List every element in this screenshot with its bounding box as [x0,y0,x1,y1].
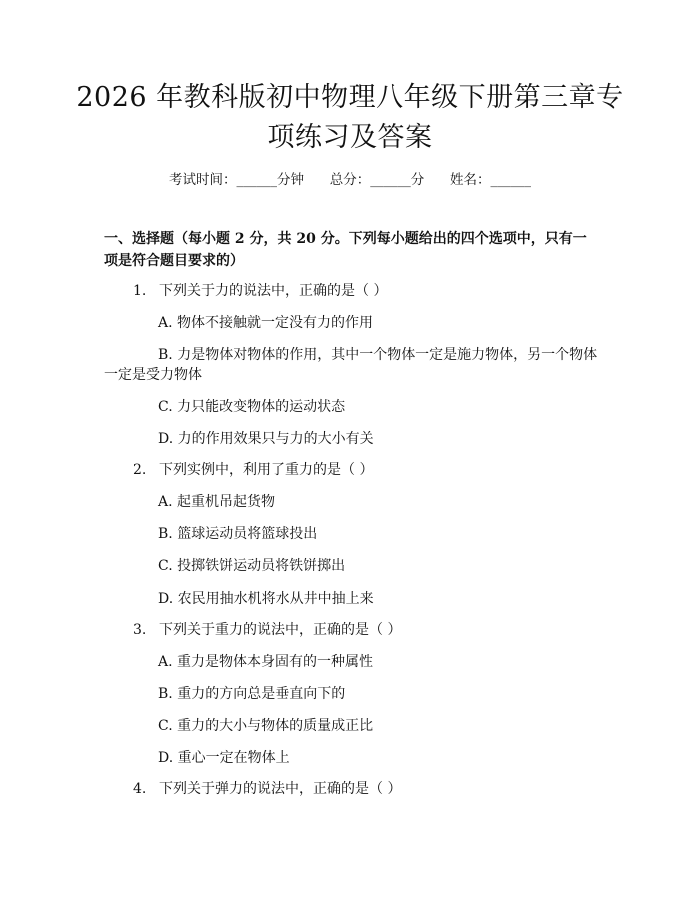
option-3c: C. 重力的大小与物体的质量成正比 [158,718,374,734]
exam-info: 考试时间：______分钟 总分：______分 姓名：______ [169,172,531,188]
title-line-1: 2026 年教科版初中物理八年级下册第三章专 [76,82,624,113]
question-number: 2. [133,462,147,478]
option-1c: C. 力只能改变物体的运动状态 [158,399,346,415]
option-3d: D. 重心一定在物体上 [158,750,290,766]
question-1 [133,281,387,301]
question-stem: 下列关于重力的说法中，正确的是（ ） [159,622,402,638]
page-title [70,78,630,158]
option-1b: B. 力是物体对物体的作用，其中一个物体一定是施力物体，另一个物体一定是受力物体 [104,347,598,383]
option-2d: D. 农民用抽水机将水从井中抽上来 [158,591,374,607]
question-stem: 下列实例中，利用了重力的是（ ） [159,462,374,478]
option-3a: A. 重力是物体本身固有的一种属性 [158,654,374,670]
option-1a: A. 物体不接触就一定没有力的作用 [158,315,374,331]
question-stem: 下列关于力的说法中，正确的是（ ） [159,283,388,299]
question-3 [133,620,401,640]
question-2 [133,460,373,480]
question-number: 3. [133,622,147,638]
question-number: 1. [133,283,147,299]
question-stem: 下列关于弹力的说法中，正确的是（ ） [159,781,402,797]
option-2a: A. 起重机吊起货物 [158,494,276,510]
section-heading: 一、选择题（每小题 2 分，共 20 分。下列每小题给出的四个选项中，只有一项是符合题目要求的） [104,231,587,269]
question-4 [133,779,401,799]
option-2b: B. 篮球运动员将篮球投出 [158,526,318,542]
option-1d: D. 力的作用效果只与力的大小有关 [158,431,374,447]
title-line-2: 项练习及答案 [267,122,433,153]
question-number: 4. [133,781,147,797]
option-2c: C. 投掷铁饼运动员将铁饼掷出 [158,558,346,574]
option-3b: B. 重力的方向总是垂直向下的 [158,686,346,702]
